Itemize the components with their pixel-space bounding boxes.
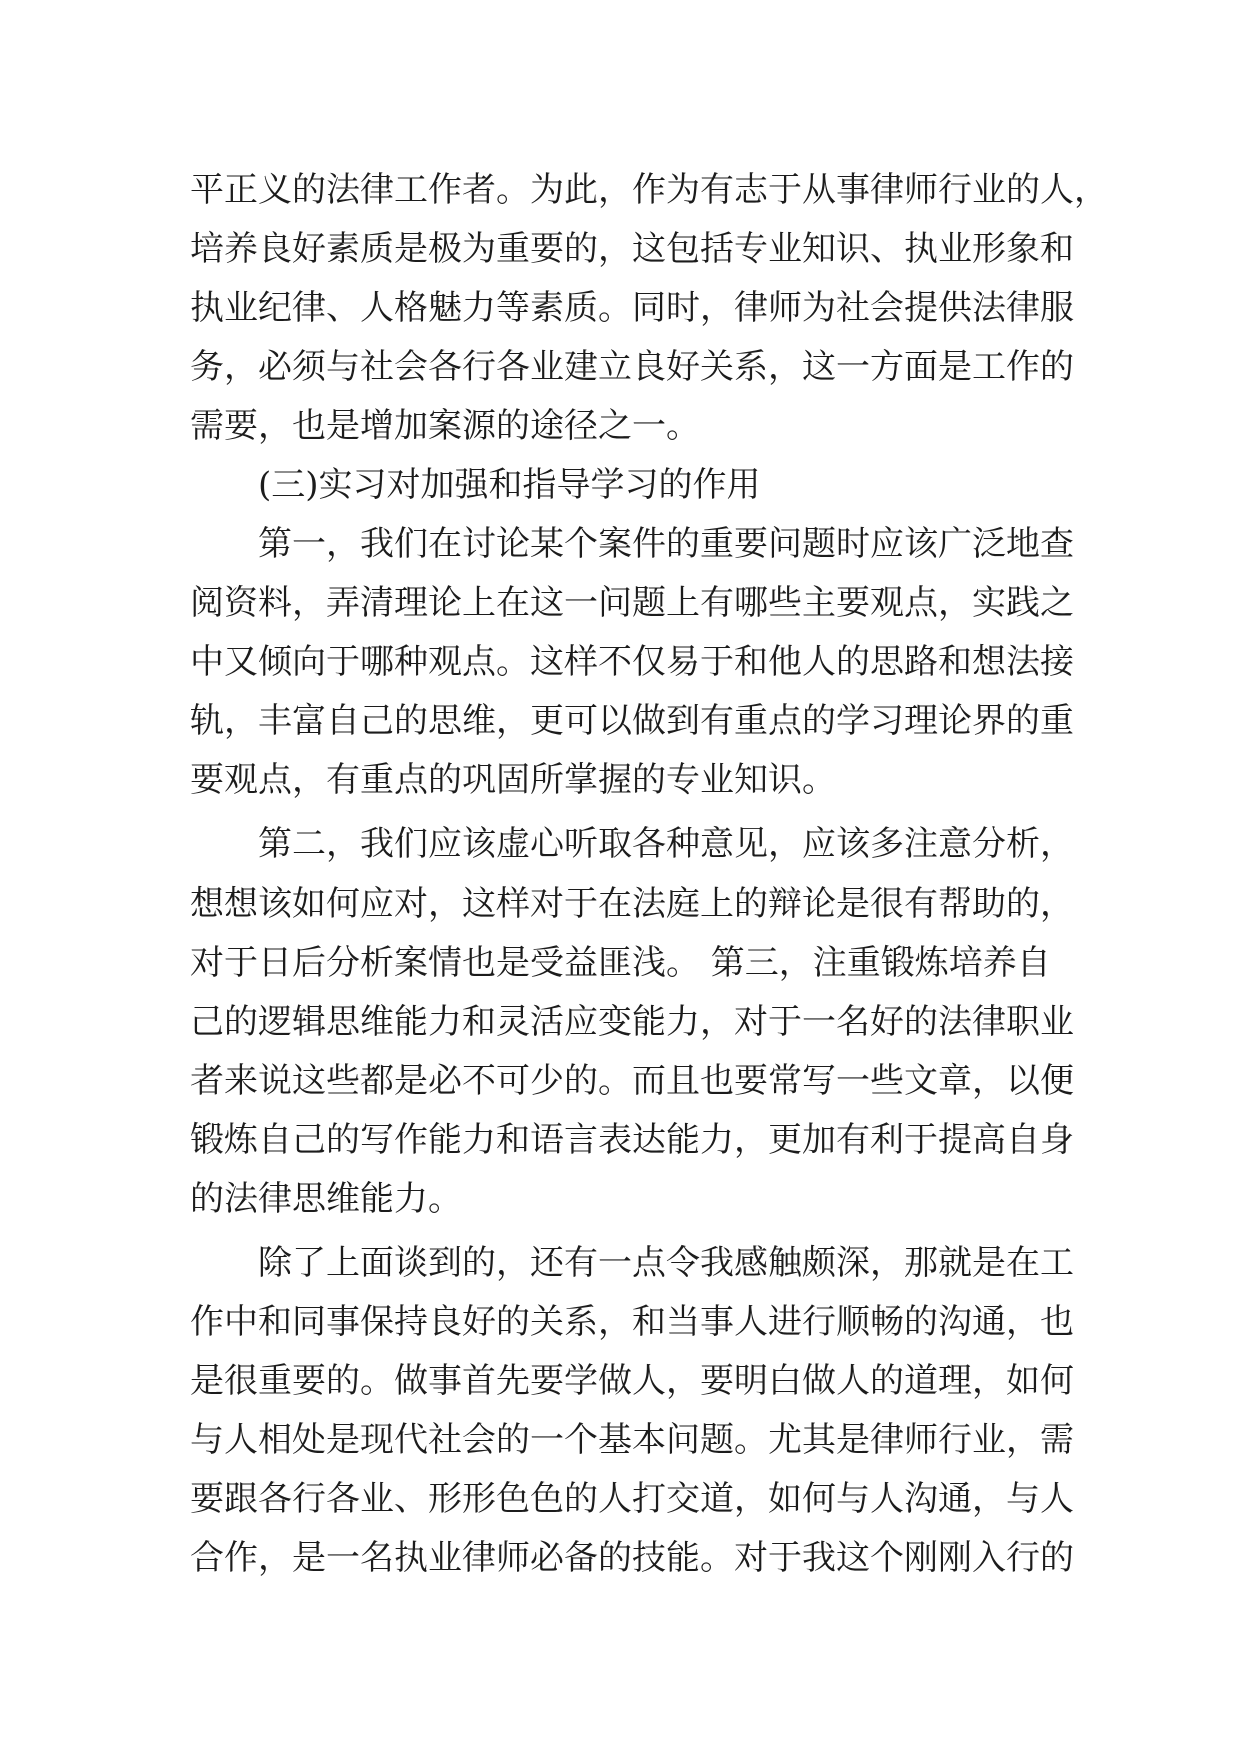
text-line: 要跟各行各业、形形色色的人打交道，如何与人沟通，与人 xyxy=(190,1479,1074,1519)
text-line: 培养良好素质是极为重要的，这包括专业知识、执业形象和 xyxy=(190,229,1074,269)
text-line: 锻炼自己的写作能力和语言表达能力，更加有利于提高自身 xyxy=(190,1120,1074,1160)
text-line: 作中和同事保持良好的关系，和当事人进行顺畅的沟通，也 xyxy=(190,1302,1074,1342)
text-line: 对于日后分析案情也是受益匪浅。 第三，注重锻炼培养自 xyxy=(190,943,1051,983)
section-heading: (三)实习对加强和指导学习的作用 xyxy=(258,465,761,505)
text-line: 想想该如何应对，这样对于在法庭上的辩论是很有帮助的， xyxy=(190,884,1074,924)
text-line: 除了上面谈到的，还有一点令我感触颇深，那就是在工 xyxy=(258,1243,1074,1283)
text-line: 阅资料，弄清理论上在这一问题上有哪些主要观点，实践之 xyxy=(190,583,1074,623)
text-line: 者来说这些都是必不可少的。而且也要常写一些文章，以便 xyxy=(190,1061,1074,1101)
text-line: 己的逻辑思维能力和灵活应变能力，对于一名好的法律职业 xyxy=(190,1002,1074,1042)
text-line: 是很重要的。做事首先要学做人，要明白做人的道理，如何 xyxy=(190,1361,1074,1401)
text-line: 中又倾向于哪种观点。这样不仅易于和他人的思路和想法接 xyxy=(190,642,1074,682)
text-line: 的法律思维能力。 xyxy=(190,1179,462,1219)
text-line: 第一，我们在讨论某个案件的重要问题时应该广泛地查 xyxy=(258,524,1074,564)
text-line: 合作，是一名执业律师必备的技能。对于我这个刚刚入行的 xyxy=(190,1538,1074,1578)
text-line: 需要，也是增加案源的途径之一。 xyxy=(190,406,700,446)
text-line: 平正义的法律工作者。为此，作为有志于从事律师行业的人， xyxy=(190,170,1108,210)
text-line: 轨，丰富自己的思维，更可以做到有重点的学习理论界的重 xyxy=(190,701,1074,741)
text-line: 第二，我们应该虚心听取各种意见，应该多注意分析， xyxy=(258,824,1074,864)
text-line: 务，必须与社会各行各业建立良好关系，这一方面是工作的 xyxy=(190,347,1074,387)
text-line: 要观点，有重点的巩固所掌握的专业知识。 xyxy=(190,760,836,800)
text-line: 执业纪律、人格魅力等素质。同时，律师为社会提供法律服 xyxy=(190,288,1074,328)
text-line: 与人相处是现代社会的一个基本问题。尤其是律师行业，需 xyxy=(190,1420,1074,1460)
